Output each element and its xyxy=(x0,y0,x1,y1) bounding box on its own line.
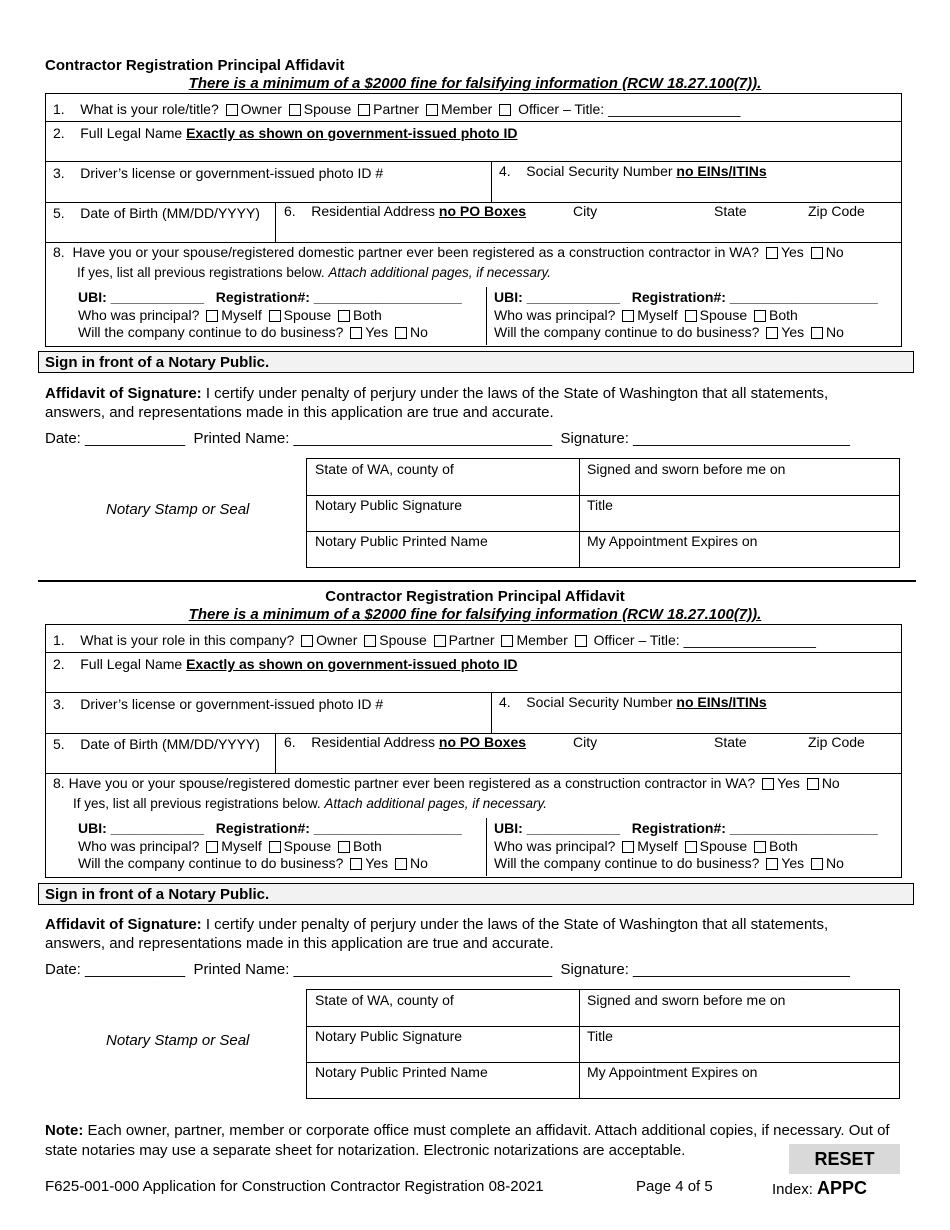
principal-myself-checkbox[interactable] xyxy=(622,841,634,853)
continue-yes-checkbox[interactable] xyxy=(350,327,362,339)
sign-notary-banner: Sign in front of a Notary Public. xyxy=(38,351,914,373)
ubi-field[interactable]: UBI: ____________ xyxy=(494,820,621,836)
q8-question: 8. Have you or your spouse/registered domestic partner ever been registered as a construction contractor in WA? Yes No xyxy=(53,775,840,791)
signed-sworn-field[interactable]: Signed and sworn before me on xyxy=(587,992,786,1008)
footer-page-number: Page 4 of 5 xyxy=(636,1178,713,1195)
affidavit-statement: Affidavit of Signature: I certify under penalty of perjury under the laws of the State of Washington that all statements, answers, and representations made in this application are true and accurate. xyxy=(45,916,829,952)
date-field[interactable]: Date: ____________ xyxy=(45,961,186,978)
continue-business-right: Will the company continue to do business? Yes No xyxy=(494,324,844,340)
zip-label: Zip Code xyxy=(808,203,865,219)
appointment-expires-field[interactable]: My Appointment Expires on xyxy=(587,533,758,549)
q8-yes-checkbox[interactable] xyxy=(762,778,774,790)
printed-name-field[interactable]: Printed Name: _______________________________ xyxy=(193,430,553,447)
registration-field[interactable]: Registration#: ___________________ xyxy=(631,289,878,305)
ubi-field[interactable]: UBI: ____________ xyxy=(78,289,205,305)
signature-row xyxy=(45,430,850,447)
role-partner-checkbox[interactable] xyxy=(434,635,446,647)
signed-sworn-field[interactable]: Signed and sworn before me on xyxy=(587,461,786,477)
continue-business-left: Will the company continue to do business? Yes No xyxy=(78,855,428,871)
principal-both-checkbox[interactable] xyxy=(338,310,350,322)
role-spouse-checkbox[interactable] xyxy=(364,635,376,647)
officer-title-field[interactable]: Officer – Title: _________________ xyxy=(593,632,816,648)
q6-address-field[interactable]: 6. Residential Address no PO Boxes xyxy=(284,203,527,219)
state-county-field[interactable]: State of WA, county of xyxy=(315,992,454,1008)
q5-dob-field[interactable]: 5. Date of Birth (MM/DD/YYYY) xyxy=(53,736,260,752)
q2-full-name-field[interactable]: 2. Full Legal Name Exactly as shown on government-issued photo ID xyxy=(53,125,518,141)
who-principal-right: Who was principal? Myself Spouse Both xyxy=(494,307,798,323)
q5-dob-field[interactable]: 5. Date of Birth (MM/DD/YYYY) xyxy=(53,205,260,221)
q8-no-checkbox[interactable] xyxy=(811,247,823,259)
role-partner-checkbox[interactable] xyxy=(358,104,370,116)
notary-table xyxy=(306,989,900,1099)
registration-field[interactable]: Registration#: ___________________ xyxy=(215,289,462,305)
who-principal-right: Who was principal? Myself Spouse Both xyxy=(494,838,798,854)
q8-list-instruction: If yes, list all previous registrations below. Attach additional pages, if necessary. xyxy=(73,796,548,811)
note-text: Note: Each owner, partner, member or corporate office must complete an affidavit. Attach additional copies, if necessary. Out of state notaries may use a separate sheet for notarization. Electronic notarizations are acceptable. xyxy=(45,1122,890,1159)
state-label: State xyxy=(714,203,747,219)
notary-printed-name-field[interactable]: Notary Public Printed Name xyxy=(315,1064,488,1080)
role-owner-checkbox[interactable] xyxy=(226,104,238,116)
principal-both-checkbox[interactable] xyxy=(754,310,766,322)
reset-button[interactable]: RESET xyxy=(789,1144,900,1174)
date-field[interactable]: Date: ____________ xyxy=(45,430,186,447)
notary-title-field[interactable]: Title xyxy=(587,497,613,513)
principal-myself-checkbox[interactable] xyxy=(206,841,218,853)
q1-label: What is your role in this company? xyxy=(80,632,295,648)
form-title: Contractor Registration Principal Affidavit xyxy=(325,588,625,605)
city-label: City xyxy=(573,203,598,219)
registration-field[interactable]: Registration#: ___________________ xyxy=(215,820,462,836)
principal-both-checkbox[interactable] xyxy=(338,841,350,853)
continue-no-checkbox[interactable] xyxy=(395,858,407,870)
principal-myself-checkbox[interactable] xyxy=(622,310,634,322)
who-principal-left: Who was principal? Myself Spouse Both xyxy=(78,307,382,323)
notary-table xyxy=(306,458,900,568)
zip-label: Zip Code xyxy=(808,734,865,750)
continue-yes-checkbox[interactable] xyxy=(766,327,778,339)
q1-row: 1. What is your role in this company? Owner Spouse Partner Member Officer – Title: _________________ xyxy=(53,632,816,648)
form-title: Contractor Registration Principal Affidavit xyxy=(45,57,345,74)
signature-field[interactable]: Signature: __________________________ xyxy=(560,961,850,978)
q1-row: 1. What is your role/title? Owner Spouse Partner Member Officer – Title: _________________ xyxy=(53,101,741,117)
registration-field[interactable]: Registration#: ___________________ xyxy=(631,820,878,836)
notary-signature-field[interactable]: Notary Public Signature xyxy=(315,1028,463,1044)
role-spouse-checkbox[interactable] xyxy=(289,104,301,116)
continue-no-checkbox[interactable] xyxy=(811,327,823,339)
continue-no-checkbox[interactable] xyxy=(811,858,823,870)
affidavit-statement: Affidavit of Signature: I certify under penalty of perjury under the laws of the State of Washington that all statements, answers, and representations made in this application are true and accurate. xyxy=(45,385,829,421)
q8-yes-checkbox[interactable] xyxy=(766,247,778,259)
role-member-checkbox[interactable] xyxy=(426,104,438,116)
role-owner-checkbox[interactable] xyxy=(301,635,313,647)
q8-no-checkbox[interactable] xyxy=(807,778,819,790)
continue-no-checkbox[interactable] xyxy=(395,327,407,339)
q4-ssn-field[interactable]: 4. Social Security Number no EINs/ITINs xyxy=(499,694,767,710)
officer-title-field[interactable]: Officer – Title: _________________ xyxy=(518,101,741,117)
q3-id-number-field[interactable]: 3. Driver’s license or government-issued photo ID # xyxy=(53,165,384,181)
notary-title-field[interactable]: Title xyxy=(587,1028,613,1044)
affidavit-section-1 xyxy=(0,57,950,617)
continue-yes-checkbox[interactable] xyxy=(350,858,362,870)
notary-printed-name-field[interactable]: Notary Public Printed Name xyxy=(315,533,488,549)
ubi-field[interactable]: UBI: ____________ xyxy=(494,289,621,305)
state-county-field[interactable]: State of WA, county of xyxy=(315,461,454,477)
prev-reg-left xyxy=(78,820,462,836)
continue-business-left: Will the company continue to do business? Yes No xyxy=(78,324,428,340)
section-divider xyxy=(38,580,916,582)
signature-row xyxy=(45,961,850,978)
footer-index: Index: APPC xyxy=(772,1178,868,1198)
role-officer-checkbox[interactable] xyxy=(499,104,511,116)
principal-spouse-checkbox[interactable] xyxy=(269,310,281,322)
q8-list-instruction: If yes, list all previous registrations below. Attach additional pages, if necessary. xyxy=(77,265,552,280)
prev-reg-right xyxy=(494,820,878,836)
continue-yes-checkbox[interactable] xyxy=(766,858,778,870)
principal-spouse-checkbox[interactable] xyxy=(685,841,697,853)
continue-business-right: Will the company continue to do business? Yes No xyxy=(494,855,844,871)
prev-reg-right xyxy=(494,289,878,305)
q6-address-field[interactable]: 6. Residential Address no PO Boxes xyxy=(284,734,527,750)
affidavit-section-2 xyxy=(0,588,950,1148)
principal-spouse-checkbox[interactable] xyxy=(269,841,281,853)
signature-field[interactable]: Signature: __________________________ xyxy=(560,430,850,447)
principal-myself-checkbox[interactable] xyxy=(206,310,218,322)
role-officer-checkbox[interactable] xyxy=(575,635,587,647)
notary-signature-field[interactable]: Notary Public Signature xyxy=(315,497,463,513)
prev-reg-left xyxy=(78,289,462,305)
fine-notice: There is a minimum of a $2000 fine for falsifying information (RCW 18.27.100(7)). xyxy=(188,75,762,92)
q8-question: 8. Have you or your spouse/registered domestic partner ever been registered as a construction contractor in WA? Yes No xyxy=(53,244,844,260)
q3-id-number-field[interactable]: 3. Driver’s license or government-issued photo ID # xyxy=(53,696,384,712)
sign-notary-banner: Sign in front of a Notary Public. xyxy=(38,883,914,905)
printed-name-field[interactable]: Printed Name: _______________________________ xyxy=(193,961,553,978)
city-label: City xyxy=(573,734,598,750)
ubi-field[interactable]: UBI: ____________ xyxy=(78,820,205,836)
q1-label: What is your role/title? xyxy=(80,101,219,117)
q2-full-name-field[interactable]: 2. Full Legal Name Exactly as shown on government-issued photo ID xyxy=(53,656,518,672)
principal-both-checkbox[interactable] xyxy=(754,841,766,853)
fine-notice: There is a minimum of a $2000 fine for falsifying information (RCW 18.27.100(7)). xyxy=(188,606,762,623)
who-principal-left: Who was principal? Myself Spouse Both xyxy=(78,838,382,854)
appointment-expires-field[interactable]: My Appointment Expires on xyxy=(587,1064,758,1080)
notary-stamp-area: Notary Stamp or Seal xyxy=(106,501,250,518)
footer-form-id: F625-001-000 Application for Construction Contractor Registration 08-2021 xyxy=(45,1178,544,1195)
role-member-checkbox[interactable] xyxy=(501,635,513,647)
notary-stamp-area: Notary Stamp or Seal xyxy=(106,1032,250,1049)
state-label: State xyxy=(714,734,747,750)
principal-spouse-checkbox[interactable] xyxy=(685,310,697,322)
q4-ssn-field[interactable]: 4. Social Security Number no EINs/ITINs xyxy=(499,163,767,179)
